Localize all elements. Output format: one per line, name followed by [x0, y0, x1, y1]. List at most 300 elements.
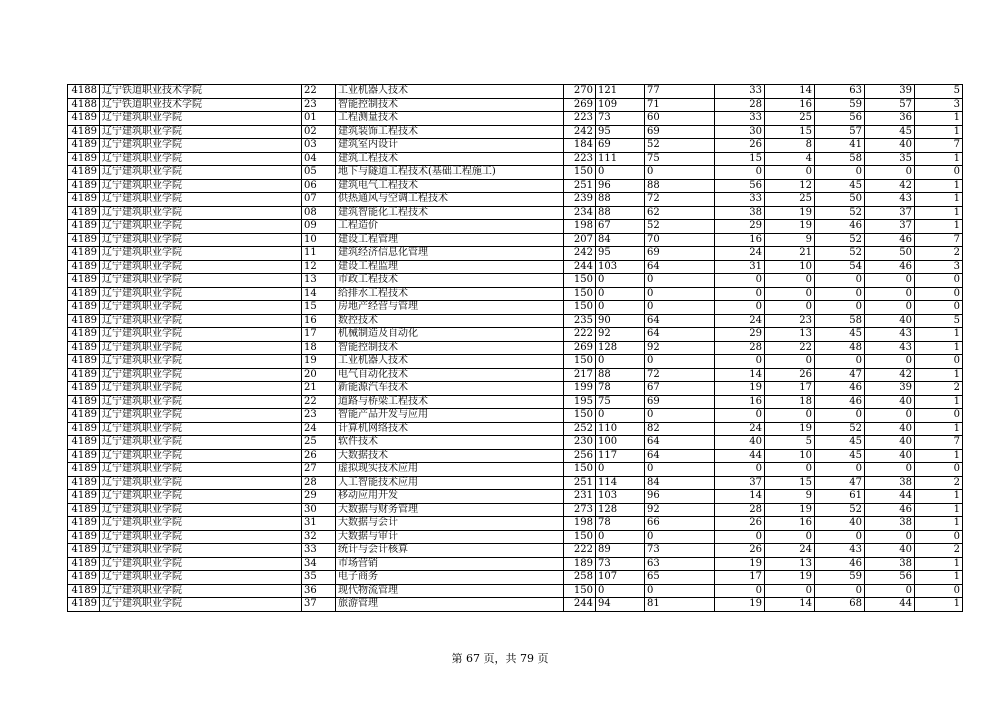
major-name-cell: 电气自动化技术: [336, 368, 564, 382]
major-name-cell: 工程测量技术: [336, 112, 564, 126]
value-cell: 58: [815, 314, 865, 328]
value-cell: 223: [564, 152, 596, 166]
value-cell: 0: [715, 287, 765, 301]
value-cell: 0: [915, 287, 963, 301]
value-cell: 269: [564, 341, 596, 355]
major-code-cell: 03: [302, 139, 336, 153]
major-name-cell: 建筑装饰工程技术: [336, 125, 564, 139]
school-name-cell: 辽宁建筑职业学院: [100, 260, 302, 274]
school-name-cell: 辽宁建筑职业学院: [100, 368, 302, 382]
major-code-cell: 22: [302, 85, 336, 99]
school-name-cell: 辽宁建筑职业学院: [100, 517, 302, 531]
value-cell: 47: [815, 476, 865, 490]
major-name-cell: 地下与隧道工程技术(基础工程施工): [336, 166, 564, 180]
value-cell: 72: [645, 368, 715, 382]
value-cell: 0: [765, 166, 815, 180]
major-code-cell: 19: [302, 355, 336, 369]
value-cell: 10: [765, 449, 815, 463]
value-cell: 41: [815, 139, 865, 153]
value-cell: 2: [915, 544, 963, 558]
value-cell: 150: [564, 584, 596, 598]
value-cell: 0: [915, 409, 963, 423]
value-cell: 239: [564, 193, 596, 207]
value-cell: 14: [765, 85, 815, 99]
value-cell: 46: [815, 395, 865, 409]
value-cell: 40: [715, 436, 765, 450]
major-code-cell: 31: [302, 517, 336, 531]
major-code-cell: 34: [302, 557, 336, 571]
school-code-cell: 4189: [68, 152, 100, 166]
major-name-cell: 新能源汽车技术: [336, 382, 564, 396]
school-name-cell: 辽宁建筑职业学院: [100, 436, 302, 450]
school-code-cell: 4189: [68, 544, 100, 558]
value-cell: 17: [715, 571, 765, 585]
value-cell: 0: [765, 530, 815, 544]
major-code-cell: 35: [302, 571, 336, 585]
major-name-cell: 大数据与审计: [336, 530, 564, 544]
value-cell: 1: [915, 368, 963, 382]
table-row: [68, 409, 963, 423]
value-cell: 88: [596, 193, 645, 207]
value-cell: 37: [715, 476, 765, 490]
school-code-cell: 4189: [68, 530, 100, 544]
value-cell: 110: [596, 422, 645, 436]
school-code-cell: 4189: [68, 206, 100, 220]
value-cell: 222: [564, 544, 596, 558]
major-name-cell: 房地产经营与管理: [336, 301, 564, 315]
value-cell: 0: [865, 584, 915, 598]
value-cell: 62: [645, 206, 715, 220]
value-cell: 5: [915, 85, 963, 99]
value-cell: 2: [915, 476, 963, 490]
major-name-cell: 虚拟现实技术应用: [336, 463, 564, 477]
value-cell: 66: [645, 517, 715, 531]
major-code-cell: 32: [302, 530, 336, 544]
value-cell: 46: [815, 557, 865, 571]
value-cell: 0: [596, 409, 645, 423]
value-cell: 198: [564, 220, 596, 234]
value-cell: 18: [765, 395, 815, 409]
value-cell: 21: [765, 247, 815, 261]
value-cell: 61: [815, 490, 865, 504]
value-cell: 33: [715, 85, 765, 99]
value-cell: 100: [596, 436, 645, 450]
major-name-cell: 建筑智能化工程技术: [336, 206, 564, 220]
value-cell: 58: [815, 152, 865, 166]
value-cell: 252: [564, 422, 596, 436]
value-cell: 222: [564, 328, 596, 342]
value-cell: 94: [596, 598, 645, 612]
value-cell: 88: [645, 179, 715, 193]
value-cell: 0: [596, 584, 645, 598]
table-row: [68, 287, 963, 301]
value-cell: 45: [865, 125, 915, 139]
value-cell: 14: [765, 598, 815, 612]
value-cell: 52: [815, 247, 865, 261]
table-row: [68, 206, 963, 220]
major-code-cell: 25: [302, 436, 336, 450]
value-cell: 150: [564, 463, 596, 477]
table-row: [68, 422, 963, 436]
value-cell: 0: [865, 287, 915, 301]
major-code-cell: 11: [302, 247, 336, 261]
value-cell: 1: [915, 206, 963, 220]
value-cell: 0: [596, 530, 645, 544]
major-code-cell: 13: [302, 274, 336, 288]
value-cell: 15: [765, 125, 815, 139]
major-name-cell: 建筑室内设计: [336, 139, 564, 153]
school-code-cell: 4189: [68, 409, 100, 423]
value-cell: 44: [715, 449, 765, 463]
major-code-cell: 16: [302, 314, 336, 328]
major-name-cell: 大数据技术: [336, 449, 564, 463]
value-cell: 78: [596, 382, 645, 396]
value-cell: 0: [715, 166, 765, 180]
school-code-cell: 4188: [68, 98, 100, 112]
table-row: [68, 220, 963, 234]
school-name-cell: 辽宁建筑职业学院: [100, 328, 302, 342]
value-cell: 43: [865, 341, 915, 355]
major-name-cell: 统计与会计核算: [336, 544, 564, 558]
table-row: [68, 301, 963, 315]
value-cell: 36: [865, 112, 915, 126]
table-row: [68, 193, 963, 207]
school-name-cell: 辽宁建筑职业学院: [100, 598, 302, 612]
value-cell: 0: [865, 166, 915, 180]
value-cell: 67: [596, 220, 645, 234]
school-name-cell: 辽宁建筑职业学院: [100, 422, 302, 436]
value-cell: 0: [765, 584, 815, 598]
value-cell: 251: [564, 476, 596, 490]
table-row: [68, 166, 963, 180]
table-row: [68, 179, 963, 193]
major-name-cell: 大数据与财务管理: [336, 503, 564, 517]
value-cell: 71: [645, 98, 715, 112]
school-code-cell: 4189: [68, 220, 100, 234]
value-cell: 38: [865, 517, 915, 531]
value-cell: 64: [645, 449, 715, 463]
value-cell: 37: [865, 220, 915, 234]
value-cell: 7: [915, 436, 963, 450]
table-row: [68, 584, 963, 598]
value-cell: 1: [915, 341, 963, 355]
value-cell: 1: [915, 449, 963, 463]
value-cell: 39: [865, 85, 915, 99]
value-cell: 2: [915, 382, 963, 396]
value-cell: 29: [715, 328, 765, 342]
value-cell: 0: [815, 355, 865, 369]
table-row: [68, 436, 963, 450]
school-name-cell: 辽宁建筑职业学院: [100, 395, 302, 409]
value-cell: 103: [596, 490, 645, 504]
major-name-cell: 工程造价: [336, 220, 564, 234]
major-name-cell: 建筑工程技术: [336, 152, 564, 166]
value-cell: 111: [596, 152, 645, 166]
value-cell: 75: [645, 152, 715, 166]
major-name-cell: 计算机网络技术: [336, 422, 564, 436]
value-cell: 25: [765, 193, 815, 207]
value-cell: 38: [715, 206, 765, 220]
value-cell: 1: [915, 220, 963, 234]
school-name-cell: 辽宁建筑职业学院: [100, 449, 302, 463]
school-name-cell: 辽宁建筑职业学院: [100, 287, 302, 301]
major-code-cell: 33: [302, 544, 336, 558]
value-cell: 244: [564, 598, 596, 612]
major-name-cell: 电子商务: [336, 571, 564, 585]
school-code-cell: 4189: [68, 341, 100, 355]
value-cell: 92: [645, 503, 715, 517]
school-name-cell: 辽宁建筑职业学院: [100, 382, 302, 396]
value-cell: 19: [765, 220, 815, 234]
value-cell: 1: [915, 422, 963, 436]
value-cell: 0: [765, 409, 815, 423]
major-code-cell: 23: [302, 98, 336, 112]
value-cell: 0: [815, 463, 865, 477]
major-name-cell: 给排水工程技术: [336, 287, 564, 301]
table-row: [68, 449, 963, 463]
value-cell: 184: [564, 139, 596, 153]
value-cell: 10: [765, 260, 815, 274]
value-cell: 150: [564, 274, 596, 288]
major-code-cell: 20: [302, 368, 336, 382]
value-cell: 16: [715, 395, 765, 409]
school-code-cell: 4189: [68, 571, 100, 585]
table-row: [68, 328, 963, 342]
value-cell: 95: [596, 125, 645, 139]
value-cell: 269: [564, 98, 596, 112]
value-cell: 44: [865, 598, 915, 612]
major-code-cell: 36: [302, 584, 336, 598]
value-cell: 1: [915, 179, 963, 193]
value-cell: 24: [715, 422, 765, 436]
value-cell: 195: [564, 395, 596, 409]
value-cell: 44: [865, 490, 915, 504]
school-code-cell: 4189: [68, 260, 100, 274]
school-code-cell: 4189: [68, 193, 100, 207]
school-name-cell: 辽宁建筑职业学院: [100, 341, 302, 355]
value-cell: 40: [865, 422, 915, 436]
school-name-cell: 辽宁建筑职业学院: [100, 112, 302, 126]
value-cell: 24: [715, 314, 765, 328]
value-cell: 0: [596, 355, 645, 369]
value-cell: 40: [865, 436, 915, 450]
value-cell: 38: [865, 476, 915, 490]
school-code-cell: 4189: [68, 557, 100, 571]
school-code-cell: 4189: [68, 598, 100, 612]
value-cell: 0: [715, 584, 765, 598]
value-cell: 0: [865, 355, 915, 369]
value-cell: 96: [645, 490, 715, 504]
school-code-cell: 4189: [68, 436, 100, 450]
value-cell: 89: [596, 544, 645, 558]
value-cell: 88: [596, 206, 645, 220]
value-cell: 0: [915, 355, 963, 369]
value-cell: 0: [715, 463, 765, 477]
table-row: [68, 355, 963, 369]
value-cell: 48: [815, 341, 865, 355]
school-code-cell: 4188: [68, 85, 100, 99]
value-cell: 230: [564, 436, 596, 450]
value-cell: 26: [715, 544, 765, 558]
value-cell: 0: [815, 530, 865, 544]
value-cell: 40: [815, 517, 865, 531]
major-name-cell: 机械制造及自动化: [336, 328, 564, 342]
value-cell: 43: [865, 328, 915, 342]
value-cell: 4: [765, 152, 815, 166]
value-cell: 150: [564, 287, 596, 301]
value-cell: 92: [645, 341, 715, 355]
value-cell: 24: [715, 247, 765, 261]
value-cell: 52: [815, 503, 865, 517]
value-cell: 63: [815, 85, 865, 99]
table-row: [68, 314, 963, 328]
school-code-cell: 4189: [68, 395, 100, 409]
school-code-cell: 4189: [68, 233, 100, 247]
value-cell: 28: [715, 98, 765, 112]
major-code-cell: 09: [302, 220, 336, 234]
value-cell: 0: [596, 301, 645, 315]
value-cell: 0: [765, 463, 815, 477]
value-cell: 50: [815, 193, 865, 207]
page-footer: 第 67 页，共 79 页: [451, 652, 549, 665]
value-cell: 1: [915, 571, 963, 585]
school-name-cell: 辽宁建筑职业学院: [100, 557, 302, 571]
value-cell: 1: [915, 517, 963, 531]
school-code-cell: 4189: [68, 247, 100, 261]
value-cell: 45: [815, 436, 865, 450]
major-code-cell: 27: [302, 463, 336, 477]
value-cell: 0: [915, 530, 963, 544]
value-cell: 0: [815, 409, 865, 423]
value-cell: 37: [865, 206, 915, 220]
value-cell: 0: [815, 287, 865, 301]
value-cell: 0: [915, 274, 963, 288]
school-code-cell: 4189: [68, 355, 100, 369]
school-code-cell: 4189: [68, 382, 100, 396]
value-cell: 0: [596, 274, 645, 288]
value-cell: 13: [765, 557, 815, 571]
table-row: [68, 490, 963, 504]
value-cell: 15: [715, 152, 765, 166]
major-name-cell: 数控技术: [336, 314, 564, 328]
value-cell: 43: [865, 193, 915, 207]
value-cell: 19: [765, 206, 815, 220]
school-code-cell: 4189: [68, 166, 100, 180]
value-cell: 26: [765, 368, 815, 382]
value-cell: 19: [715, 598, 765, 612]
value-cell: 52: [815, 233, 865, 247]
value-cell: 13: [765, 328, 815, 342]
school-code-cell: 4189: [68, 422, 100, 436]
value-cell: 33: [715, 112, 765, 126]
value-cell: 258: [564, 571, 596, 585]
value-cell: 84: [596, 233, 645, 247]
value-cell: 65: [645, 571, 715, 585]
value-cell: 31: [715, 260, 765, 274]
table-row: [68, 139, 963, 153]
value-cell: 54: [815, 260, 865, 274]
value-cell: 90: [596, 314, 645, 328]
value-cell: 2: [915, 247, 963, 261]
value-cell: 64: [645, 328, 715, 342]
value-cell: 0: [715, 301, 765, 315]
major-code-cell: 18: [302, 341, 336, 355]
major-code-cell: 01: [302, 112, 336, 126]
value-cell: 60: [645, 112, 715, 126]
table-row: [68, 598, 963, 612]
value-cell: 0: [645, 409, 715, 423]
school-name-cell: 辽宁建筑职业学院: [100, 233, 302, 247]
value-cell: 46: [815, 382, 865, 396]
major-code-cell: 37: [302, 598, 336, 612]
value-cell: 128: [596, 503, 645, 517]
value-cell: 15: [765, 476, 815, 490]
school-code-cell: 4189: [68, 368, 100, 382]
school-name-cell: 辽宁建筑职业学院: [100, 530, 302, 544]
major-code-cell: 14: [302, 287, 336, 301]
value-cell: 73: [645, 544, 715, 558]
value-cell: 1: [915, 395, 963, 409]
school-name-cell: 辽宁建筑职业学院: [100, 206, 302, 220]
value-cell: 7: [915, 233, 963, 247]
school-name-cell: 辽宁建筑职业学院: [100, 152, 302, 166]
major-name-cell: 道路与桥梁工程技术: [336, 395, 564, 409]
table-row: [68, 247, 963, 261]
value-cell: 75: [596, 395, 645, 409]
school-code-cell: 4189: [68, 179, 100, 193]
table-row: [68, 125, 963, 139]
school-name-cell: 辽宁建筑职业学院: [100, 125, 302, 139]
school-name-cell: 辽宁建筑职业学院: [100, 463, 302, 477]
table-row: [68, 530, 963, 544]
major-name-cell: 工业机器人技术: [336, 85, 564, 99]
value-cell: 0: [815, 274, 865, 288]
table-row: [68, 557, 963, 571]
value-cell: 1: [915, 598, 963, 612]
value-cell: 0: [715, 274, 765, 288]
value-cell: 63: [645, 557, 715, 571]
value-cell: 1: [915, 328, 963, 342]
value-cell: 40: [865, 449, 915, 463]
major-name-cell: 智能产品开发与应用: [336, 409, 564, 423]
value-cell: 40: [865, 395, 915, 409]
value-cell: 1: [915, 557, 963, 571]
value-cell: 5: [915, 314, 963, 328]
value-cell: 40: [865, 139, 915, 153]
value-cell: 38: [865, 557, 915, 571]
school-name-cell: 辽宁建筑职业学院: [100, 503, 302, 517]
value-cell: 52: [815, 422, 865, 436]
value-cell: 242: [564, 125, 596, 139]
value-cell: 45: [815, 179, 865, 193]
table-row: [68, 260, 963, 274]
value-cell: 217: [564, 368, 596, 382]
school-code-cell: 4189: [68, 139, 100, 153]
value-cell: 7: [915, 139, 963, 153]
school-code-cell: 4189: [68, 490, 100, 504]
value-cell: 270: [564, 85, 596, 99]
value-cell: 45: [815, 328, 865, 342]
table-row: [68, 571, 963, 585]
school-name-cell: 辽宁建筑职业学院: [100, 166, 302, 180]
value-cell: 95: [596, 247, 645, 261]
value-cell: 150: [564, 530, 596, 544]
value-cell: 29: [715, 220, 765, 234]
major-name-cell: 建设工程监理: [336, 260, 564, 274]
table-row: [68, 341, 963, 355]
value-cell: 114: [596, 476, 645, 490]
value-cell: 69: [596, 139, 645, 153]
